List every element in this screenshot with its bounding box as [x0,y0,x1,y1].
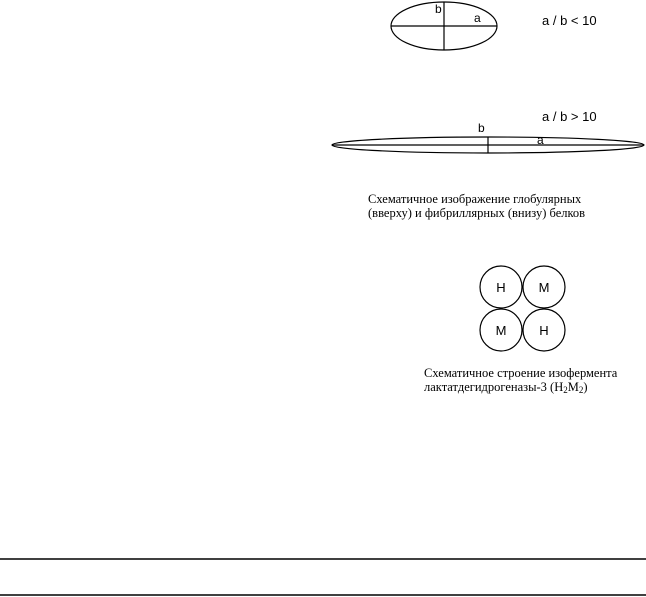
proteins-caption-line1: Схематичное изображение глобулярных [368,192,582,206]
ldh-caption-line1: Схематичное строение изофермента [424,366,618,380]
ldh-caption-m: M [567,380,579,394]
ldh-caption-h: H [554,380,564,394]
subunit-bottom-left-label: M [495,323,507,338]
ldh-isoenzyme-diagram [480,266,565,351]
globular-protein-diagram [391,2,597,50]
subunit-top-right-label: M [538,280,550,295]
globular-ratio: a / b < 10 [542,13,597,28]
proteins-caption-line2: (вверху) и фибриллярных (внизу) белков [368,206,586,220]
subunit-bottom-right-label: H [539,323,549,338]
globular-label-b: b [435,2,442,16]
fibrillar-ratio: a / b > 10 [542,109,597,124]
globular-label-a: a [474,11,481,25]
ldh-caption-line2 [424,380,617,394]
fibrillar-protein-diagram [332,109,644,153]
subunit-top-left-label: H [496,280,506,295]
proteins-caption [368,192,585,220]
ldh-caption-sub-2: 2 [578,385,584,395]
fibrillar-label-b: b [478,121,485,135]
ldh-caption [424,366,617,394]
ldh-caption-suffix: ) [583,380,588,394]
fibrillar-label-a: a [537,133,544,147]
ldh-caption-sub-1: 2 [563,385,568,395]
ldh-caption-prefix: лактатдегидрогеназы-3 ( [424,380,555,394]
